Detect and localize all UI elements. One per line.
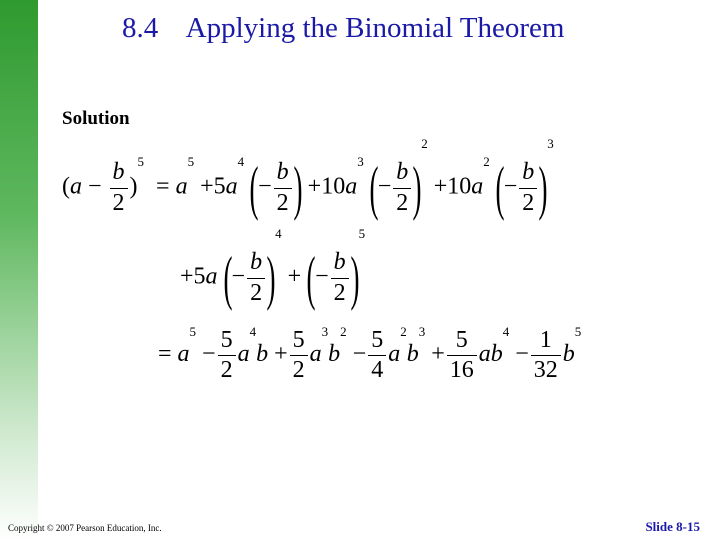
title-text: Applying the Binomial Theorem bbox=[185, 12, 565, 44]
fraction-b-over-2: $\frac{b}{2}$ bbox=[110, 160, 128, 215]
equation-line-2: +5a (− $\frac{b}{2}$ )$^4$ + (− $\frac{b}{2}$ )$^5$ bbox=[180, 226, 366, 311]
equation-line-3: = $a^5$ − $\frac{5}{2}$ $a^4b$ + $\frac{5}{2}$ $a^3b^2$ − $\frac{5}{4}$ $a^2b^3$ + $\frac{5}{16}$ $ab^4$ − $\frac{1}{32}$ $b^5$ bbox=[158, 324, 582, 384]
section-number: 8.4 bbox=[122, 12, 159, 44]
equation-line-1: (a − $\frac{b}{2}$ )$^5 = a^5 +5a^4$ (− $\frac{b}{2}$ ) $+10a^3$ (− $\frac{b}{2}$ )$^2 +10a^2$ (− $\frac{b}{2}$ )$^3$ bbox=[62, 136, 554, 221]
green-sidebar bbox=[0, 0, 38, 540]
solution-heading: Solution bbox=[62, 108, 130, 129]
slide-title bbox=[122, 12, 564, 45]
copyright-footer: Copyright © 2007 Pearson Education, Inc. bbox=[8, 523, 162, 533]
slide-number: Slide 8-15 bbox=[645, 519, 700, 534]
